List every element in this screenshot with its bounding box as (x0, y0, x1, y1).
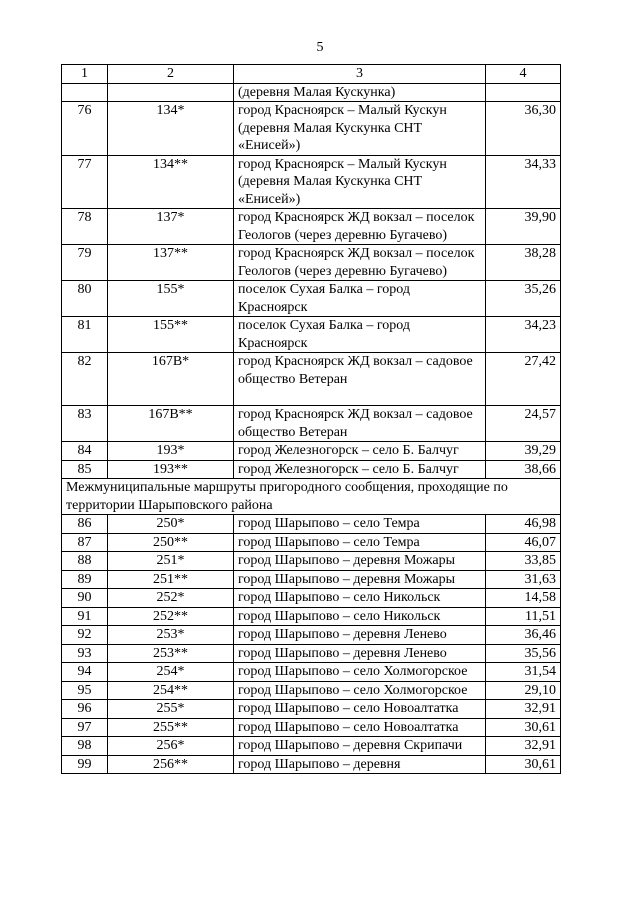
route-code: 256** (108, 755, 234, 774)
table-row (62, 406, 561, 442)
table-row (62, 353, 561, 406)
route-value: 35,56 (486, 644, 561, 663)
routes-table-body (62, 65, 561, 774)
route-name: город Шарыпово – деревня Ленево (234, 626, 486, 645)
route-value: 39,29 (486, 442, 561, 461)
route-value: 30,61 (486, 755, 561, 774)
route-name: город Шарыпово – село Холмогорское (234, 663, 486, 682)
route-value: 38,28 (486, 245, 561, 281)
table-row (62, 552, 561, 571)
row-number: 79 (62, 245, 108, 281)
route-name: город Шарыпово – деревня Ленево (234, 644, 486, 663)
continuation-empty-cell (486, 83, 561, 102)
route-name: поселок Сухая Балка – город Красноярск (234, 281, 486, 317)
route-name: город Шарыпово – село Холмогорское (234, 681, 486, 700)
routes-table (61, 64, 561, 774)
table-row (62, 681, 561, 700)
header-cell-1: 1 (62, 65, 108, 84)
route-value: 30,61 (486, 718, 561, 737)
route-code: 255** (108, 718, 234, 737)
continuation-row (62, 83, 561, 102)
row-number: 77 (62, 155, 108, 209)
continuation-empty-cell (62, 83, 108, 102)
row-number: 94 (62, 663, 108, 682)
header-cell-2: 2 (108, 65, 234, 84)
row-number: 76 (62, 102, 108, 156)
row-number: 81 (62, 317, 108, 353)
table-row (62, 570, 561, 589)
table-row (62, 245, 561, 281)
header-cell-4: 4 (486, 65, 561, 84)
table-row (62, 102, 561, 156)
route-name: город Шарыпово – село Новоалтатка (234, 718, 486, 737)
route-code: 253* (108, 626, 234, 645)
route-code: 252* (108, 589, 234, 608)
row-number: 87 (62, 533, 108, 552)
row-number: 89 (62, 570, 108, 589)
route-code: 155* (108, 281, 234, 317)
route-name: город Шарыпово – село Новоалтатка (234, 700, 486, 719)
route-value: 38,66 (486, 460, 561, 479)
table-row (62, 663, 561, 682)
route-name: город Красноярск ЖД вокзал – садовое общество Ветеран (234, 353, 486, 406)
route-value: 32,91 (486, 700, 561, 719)
route-code: 254* (108, 663, 234, 682)
route-value: 46,07 (486, 533, 561, 552)
table-row (62, 515, 561, 534)
table-row (62, 442, 561, 461)
route-name: город Шарыпово – село Никольск (234, 607, 486, 626)
route-value: 32,91 (486, 737, 561, 756)
route-value: 34,33 (486, 155, 561, 209)
route-code: 250** (108, 533, 234, 552)
row-number: 85 (62, 460, 108, 479)
route-code: 155** (108, 317, 234, 353)
route-value: 27,42 (486, 353, 561, 406)
row-number: 90 (62, 589, 108, 608)
row-number: 91 (62, 607, 108, 626)
route-code: 256* (108, 737, 234, 756)
route-code: 137** (108, 245, 234, 281)
route-code: 251* (108, 552, 234, 571)
row-number: 86 (62, 515, 108, 534)
header-cell-3: 3 (234, 65, 486, 84)
row-number: 98 (62, 737, 108, 756)
route-code: 137* (108, 209, 234, 245)
route-name: город Железногорск – село Б. Балчуг (234, 460, 486, 479)
route-name: город Шарыпово – деревня (234, 755, 486, 774)
row-number: 88 (62, 552, 108, 571)
row-number: 82 (62, 353, 108, 406)
route-name: город Красноярск – Малый Кускун (деревня Малая Кускунка СНТ «Енисей») (234, 102, 486, 156)
route-name: город Красноярск ЖД вокзал – поселок Геологов (через деревню Бугачево) (234, 245, 486, 281)
table-row (62, 644, 561, 663)
table-row (62, 718, 561, 737)
row-number: 95 (62, 681, 108, 700)
table-row (62, 737, 561, 756)
route-value: 24,57 (486, 406, 561, 442)
route-value: 34,23 (486, 317, 561, 353)
table-row (62, 533, 561, 552)
route-value: 35,26 (486, 281, 561, 317)
table-row (62, 626, 561, 645)
row-number: 93 (62, 644, 108, 663)
route-code: 193** (108, 460, 234, 479)
table-row (62, 155, 561, 209)
route-code: 252** (108, 607, 234, 626)
row-number: 92 (62, 626, 108, 645)
route-value: 39,90 (486, 209, 561, 245)
row-number: 80 (62, 281, 108, 317)
route-code: 250* (108, 515, 234, 534)
route-name: город Шарыпово – село Никольск (234, 589, 486, 608)
route-name: город Шарыпово – село Темра (234, 533, 486, 552)
continuation-text: (деревня Малая Кускунка) (234, 83, 486, 102)
row-number: 84 (62, 442, 108, 461)
route-value: 46,98 (486, 515, 561, 534)
route-name: город Шарыпово – село Темра (234, 515, 486, 534)
route-name: город Красноярск ЖД вокзал – поселок Геологов (через деревню Бугачево) (234, 209, 486, 245)
route-code: 251** (108, 570, 234, 589)
route-name: город Красноярск ЖД вокзал – садовое общество Ветеран (234, 406, 486, 442)
row-number: 99 (62, 755, 108, 774)
row-number: 78 (62, 209, 108, 245)
route-code: 167В** (108, 406, 234, 442)
table-row (62, 700, 561, 719)
route-code: 255* (108, 700, 234, 719)
route-name: город Шарыпово – деревня Скрипачи (234, 737, 486, 756)
row-number: 97 (62, 718, 108, 737)
route-value: 14,58 (486, 589, 561, 608)
route-code: 167В* (108, 353, 234, 406)
table-row (62, 460, 561, 479)
route-value: 36,46 (486, 626, 561, 645)
route-name: город Шарыпово – деревня Можары (234, 552, 486, 571)
section-title: Межмуниципальные маршруты пригородного сообщения, проходящие по территории Шарыповского района (62, 479, 561, 515)
route-value: 11,51 (486, 607, 561, 626)
table-row (62, 209, 561, 245)
table-row (62, 589, 561, 608)
route-name: город Железногорск – село Б. Балчуг (234, 442, 486, 461)
route-code: 253** (108, 644, 234, 663)
section-row (62, 479, 561, 515)
route-value: 33,85 (486, 552, 561, 571)
route-name: поселок Сухая Балка – город Красноярск (234, 317, 486, 353)
route-value: 31,54 (486, 663, 561, 682)
table-row (62, 317, 561, 353)
route-code: 254** (108, 681, 234, 700)
table-row (62, 281, 561, 317)
table-row (62, 755, 561, 774)
header-row (62, 65, 561, 84)
continuation-empty-cell (108, 83, 234, 102)
route-code: 134** (108, 155, 234, 209)
row-number: 83 (62, 406, 108, 442)
route-name: город Красноярск – Малый Кускун (деревня Малая Кускунка СНТ «Енисей») (234, 155, 486, 209)
route-code: 134* (108, 102, 234, 156)
route-code: 193* (108, 442, 234, 461)
route-value: 36,30 (486, 102, 561, 156)
row-number: 96 (62, 700, 108, 719)
table-row (62, 607, 561, 626)
route-value: 29,10 (486, 681, 561, 700)
route-value: 31,63 (486, 570, 561, 589)
page-number: 5 (316, 40, 324, 55)
route-name: город Шарыпово – деревня Можары (234, 570, 486, 589)
